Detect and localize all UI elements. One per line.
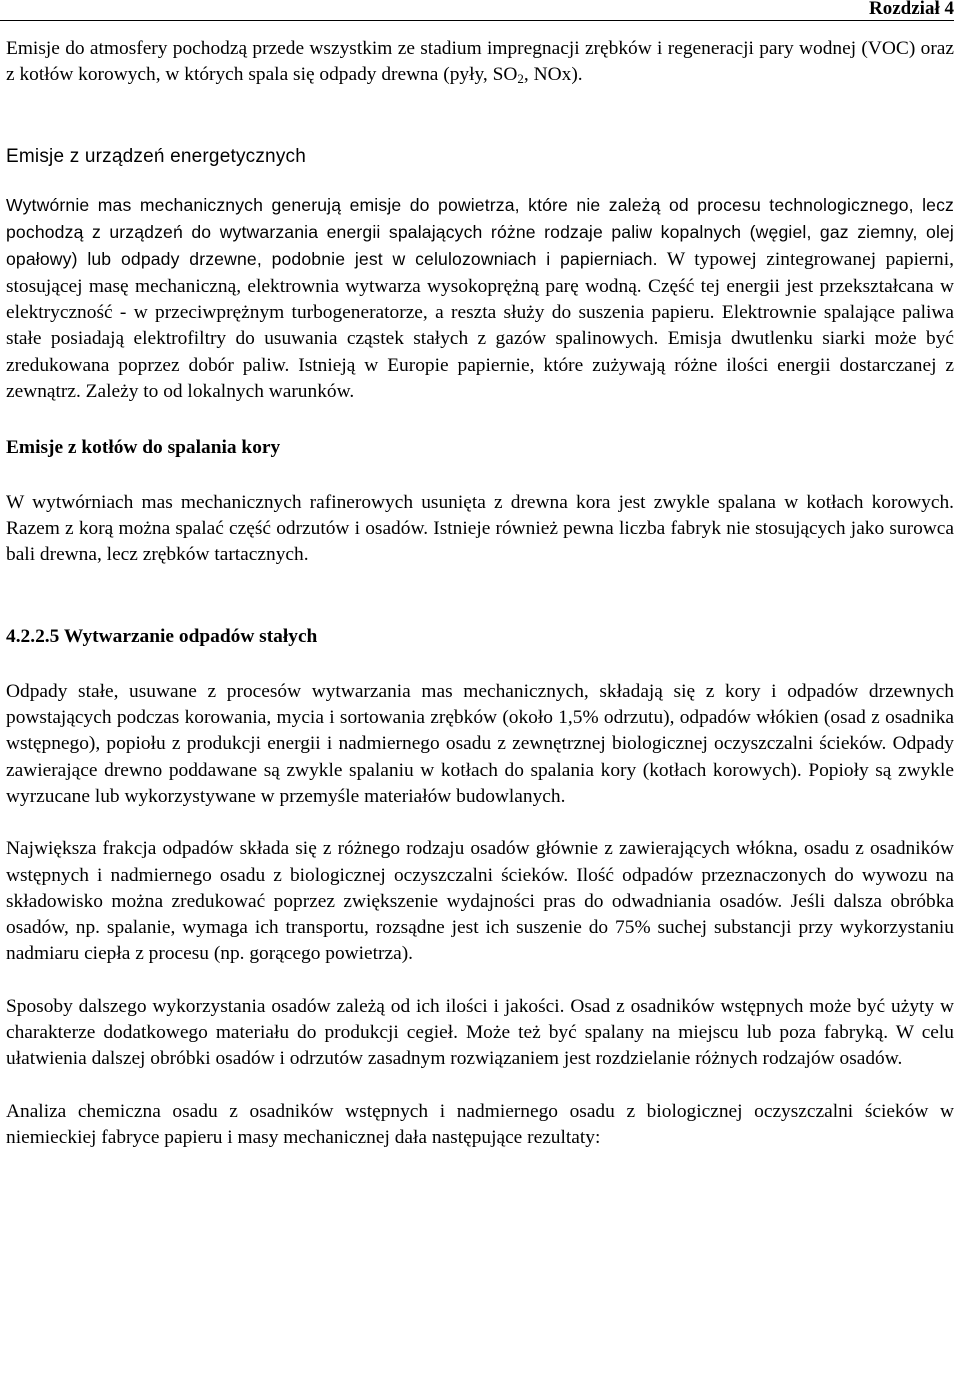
intro-text: Emisje do atmosfery pochodzą przede wszystkim ze stadium impregnacji zrębków i regeneracji pary wodnej (VOC) oraz z kotłów korowych, w których spala się odpady drewna (pyły, SO: [6, 38, 954, 86]
section-heading-bark: Emisje z kotłów do spalania kory: [6, 437, 281, 459]
waste-paragraph-3: Sposoby dalszego wykorzystania osadów zależą od ich ilości i jakości. Osad z osadników wstępnych może być użyty w charakterze dodatkowego materiału do produkcji cegieł. Może też być spalany na miejscu lub poza fabryką. W celu ułatwienia dalszej obróbki osadów i odrzutów zasadnym rozwiązaniem jest rozdzielanie różnych rodzajów osadów.: [6, 995, 954, 1070]
bark-paragraph: W wytwórniach mas mechanicznych rafinerowych usunięta z drewna kora jest zwykle spalana w kotłach korowych. Razem z korą można spalać część odrzutów i osadów. Istnieje również pewna liczba fabryk nie stosujących jako surowca bali drewna, lecz zrębków tartacznych.: [6, 491, 954, 566]
waste-paragraph-1: Odpady stałe, usuwane z procesów wytwarzania mas mechanicznych, składają się z kory i odpadów drzewnych powstających podczas korowania, mycia i sortowania zrębków (około 1,5% odrzutu), odpadów włókien (osad z osadnika wstępnego), popiołu z produkcji energii i nadmiernego osadu z zewnętrznej biologicznej oczyszczalni ścieków. Odpady zawierające drewno poddawane są zwykle spalaniu w kotłach do spalania kory (kotłach korowych). Popioły są zwykle wyrzucane lub wykorzystywane w przemyśle materiałów budowlanych.: [6, 680, 954, 807]
energy-paragraph: [6, 192, 954, 405]
chapter-label: Rozdział 4: [869, 0, 954, 19]
intro-text-end: , NOx).: [523, 64, 583, 86]
section-heading-energy: Emisje z urządzeń energetycznych: [6, 145, 306, 167]
intro-subscript: 2: [517, 71, 524, 87]
document-body: [6, 36, 954, 1151]
waste-paragraph-4: Analiza chemiczna osadu z osadników wstępnych i nadmiernego osadu z biologicznej oczyszczalni ścieków w niemieckiej fabryce papieru i masy mechanicznej dała następujące rezultaty:: [6, 1100, 954, 1148]
waste-paragraph-2: Największa frakcja odpadów składa się z różnego rodzaju osadów głównie z zawierających włókna, osadu z osadników wstępnych i nadmiernego osadu z biologicznej oczyszczalni ścieków. Ilość odpadów przeznaczonych do wywozu na składowisko można zredukować poprzez zwiększenie wydajności pras do odwadniania osadów. Jeśli dalsza obróbka osadów, np. spalanie, wymaga ich transportu, rozsądne jest ich suszenie do 75% suchej substancji przy wykorzystaniu nadmiaru ciepła z procesu (np. gorącego powietrza).: [6, 838, 954, 965]
intro-paragraph: [6, 36, 954, 89]
energy-paragraph-sans: Wytwórnie mas mechanicznych generują emisje do powietrza, które nie zależą od procesu technologicznego, lecz pochodzą z urządzeń do wytwarzania energii spalających różne rodzaje paliw kopalnych (węgiel, gaz ziemny, olej opałowy) lub odpady drzewne, podobnie jest w celulozowniach i papierniach.: [6, 194, 954, 270]
section-heading-waste: 4.2.2.5 Wytwarzanie odpadów stałych: [6, 626, 318, 648]
energy-paragraph-serif: W typowej zintegrowanej papierni, stosującej masę mechaniczną, elektrownia wytwarza wysokoprężną parę wodną. Część tej energii jest przekształcana w elektryczność - w przeciwprężnym turbogeneratorze, a reszta służy do suszenia papieru. Elektrownie spalające paliwa stałe posiadają elektrofiltry do usuwania cząstek stałych z gazów spalinowych. Emisja dwutlenku siarki może być zredukowana poprzez dobór paliw. Istnieją w Europie papiernie, które zużywają różne ilości energii dostarczanej z zewnątrz. Zależy to od lokalnych warunków.: [6, 249, 954, 402]
page-header: [0, 0, 954, 21]
